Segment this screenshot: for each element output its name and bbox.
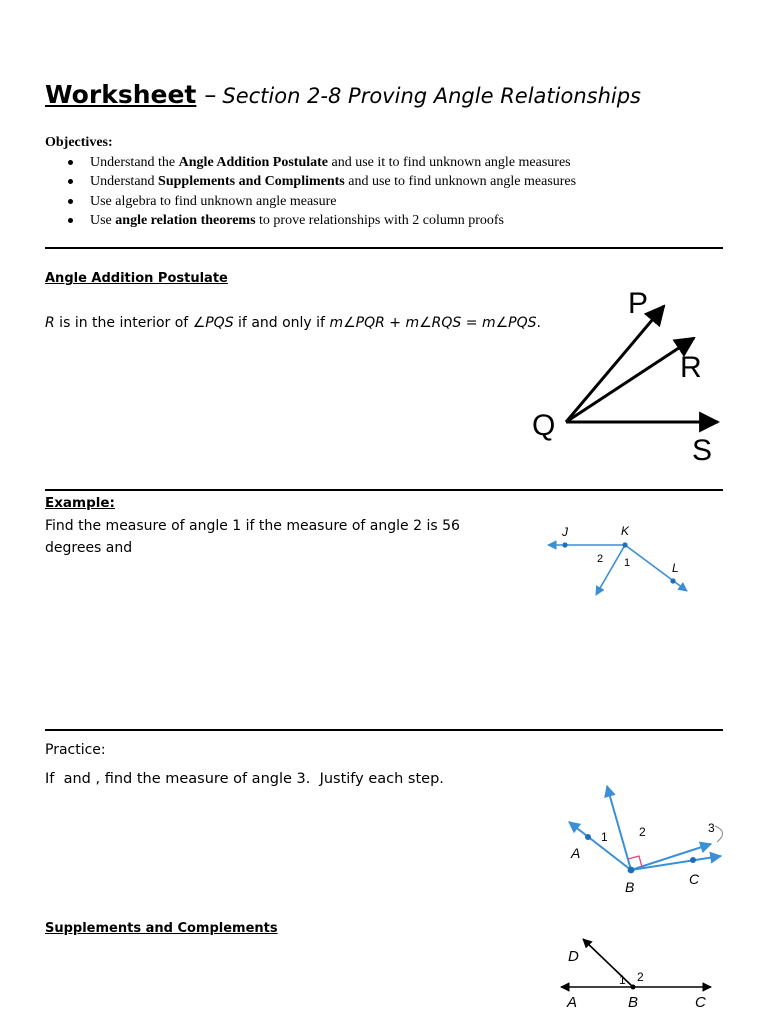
objective-item: [90, 153, 576, 173]
ray-b-upper-right: [631, 844, 711, 870]
label-b: B: [625, 879, 635, 895]
ray-bc: [631, 856, 721, 870]
angle-1-label: 1: [601, 830, 608, 844]
point-a: [585, 834, 591, 840]
angle-2-label: 2: [637, 970, 644, 984]
angle-pqr-text: m∠PQR: [329, 315, 385, 331]
objective-text: to prove relationships with 2 column proofs: [255, 213, 504, 228]
section-divider: [45, 729, 723, 731]
objective-text: Understand the: [90, 154, 179, 170]
objective-bold: Supplements and Compliments: [158, 174, 345, 189]
example-heading: Example:: [45, 495, 115, 511]
ray-qp: [566, 306, 664, 422]
angle-2-label: 2: [597, 553, 604, 565]
label-c: C: [689, 871, 700, 887]
objective-bold: Angle Addition Postulate: [178, 154, 329, 170]
point-b: [631, 985, 636, 990]
section-divider: [45, 247, 723, 249]
title-subtitle: Section 2-8 Proving Angle Relationships: [222, 84, 641, 108]
objective-text: Use: [90, 213, 116, 228]
objective-text: and use it to find unknown angle measures: [328, 154, 571, 170]
angle-1-label: 1: [624, 557, 631, 569]
example-figure: [540, 515, 700, 610]
angle-3-label: 3: [708, 821, 715, 835]
example-text-line: degrees and: [45, 540, 133, 556]
point-k: [622, 542, 627, 547]
angle-pqs-text: m∠PQS: [481, 315, 537, 331]
objective-text: Use algebra to find unknown angle measure: [90, 193, 337, 209]
point-c: [690, 857, 696, 863]
practice-heading: Practice:: [45, 742, 106, 758]
angle-addition-statement: [45, 312, 541, 334]
example-text-line: Find the measure of angle 1 if the measure of angle 2 is 56: [45, 518, 460, 534]
label-j: J: [562, 525, 568, 539]
title-dash: –: [204, 81, 217, 109]
objective-item: [90, 211, 576, 231]
label-p: P: [628, 287, 649, 320]
label-r: R: [680, 351, 702, 384]
supplements-heading: Supplements and Complements: [45, 921, 278, 936]
title-main: Worksheet: [45, 80, 197, 109]
objective-item: [90, 192, 576, 212]
angle-rqs-text: m∠RQS: [405, 315, 462, 331]
angle-2-label: 2: [639, 825, 646, 839]
example-text: [45, 515, 460, 559]
statement-text: =: [461, 315, 482, 331]
practice-text: If and , find the measure of angle 3. Justify each step.: [45, 771, 444, 787]
angle-pqs-figure: [520, 280, 730, 470]
label-a: A: [567, 994, 578, 1011]
angle-1-label: 1: [619, 973, 626, 987]
angle-addition-heading: Angle Addition Postulate: [45, 271, 228, 286]
label-k: K: [621, 524, 630, 538]
statement-text: if and only if: [233, 315, 330, 331]
objectives-block: [45, 133, 576, 231]
objectives-list: [45, 153, 576, 231]
section-divider: [45, 489, 723, 491]
objective-bold: angle relation theorems: [115, 213, 256, 228]
point-j: [562, 542, 567, 547]
label-l: L: [672, 561, 679, 575]
angle-3-arc: [715, 826, 723, 842]
statement-text: +: [384, 315, 406, 331]
point-r-text: R: [45, 315, 55, 331]
objectives-heading: Objectives:: [45, 135, 113, 150]
label-q: Q: [532, 409, 556, 442]
supplements-figure: [555, 935, 720, 1015]
point-l: [670, 578, 675, 583]
angle-pqs-text: ∠PQS: [192, 315, 234, 331]
objective-text: and use to find unknown angle measures: [344, 174, 577, 189]
objective-item: [90, 172, 576, 192]
label-b: B: [628, 994, 639, 1011]
worksheet-title: [45, 80, 641, 109]
ray-b-up: [607, 786, 631, 870]
objective-text: Understand: [90, 174, 159, 189]
ray-qr: [566, 338, 694, 422]
label-c: C: [695, 994, 706, 1011]
label-s: S: [692, 434, 713, 467]
point-b: [628, 867, 635, 874]
practice-figure: [555, 780, 735, 900]
statement-text: is in the interior of: [54, 315, 193, 331]
label-a: A: [571, 845, 581, 861]
label-d: D: [568, 948, 579, 965]
statement-text: .: [536, 315, 541, 331]
